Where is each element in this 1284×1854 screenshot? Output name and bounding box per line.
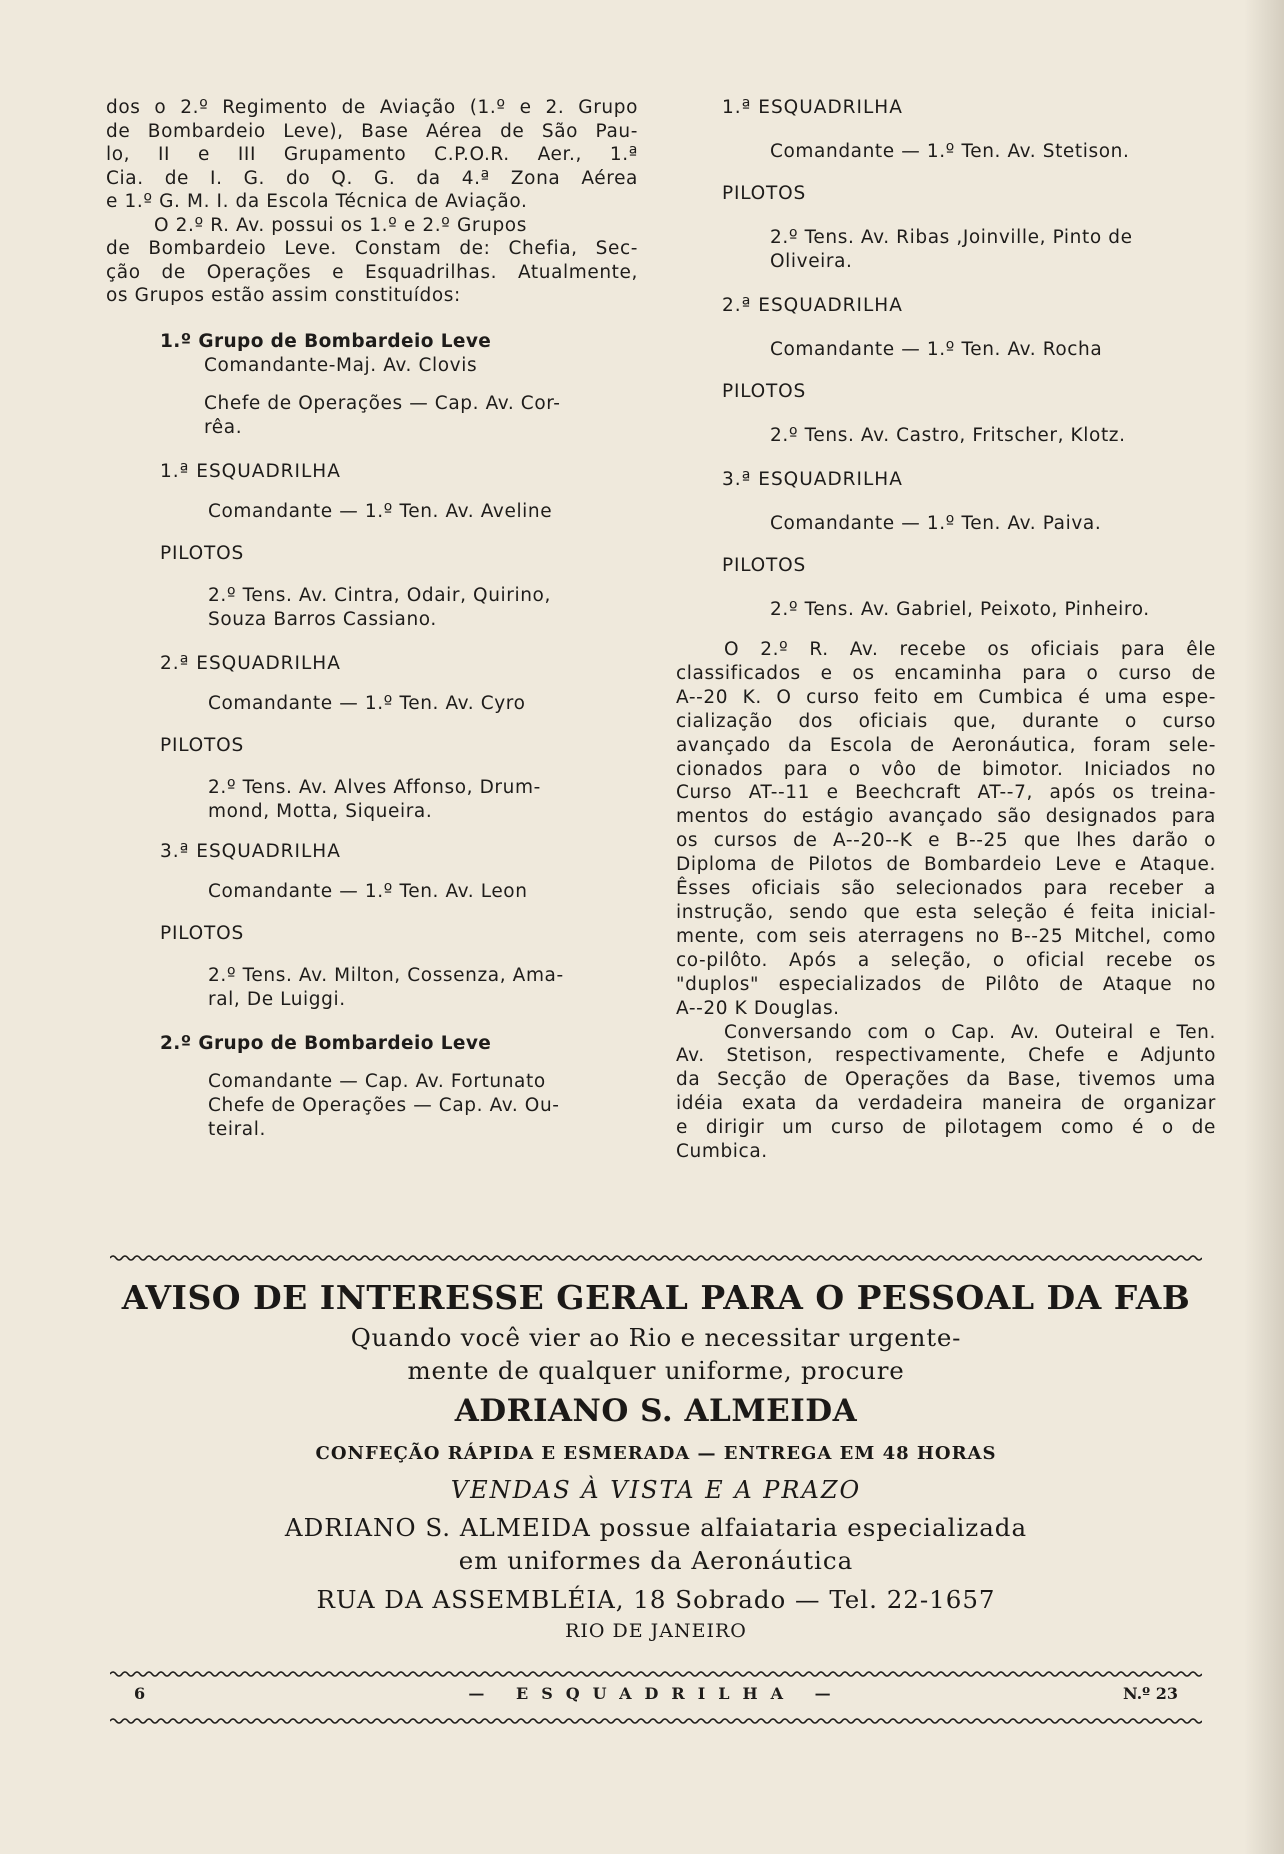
text-line: A--20 K Douglas. (676, 997, 840, 1019)
pilots-label: PILOTOS (722, 183, 807, 204)
text-line: e 1.º G. M. I. da Escola Técnica de Aviação. (106, 191, 528, 212)
squadron-commander: Comandante — 1.º Ten. Av. Paiva. (770, 513, 1102, 534)
squadron-2-block (160, 652, 638, 824)
text-line: co-pilôto. Após a seleção, o oficial recebe os (676, 949, 1216, 971)
text-line: cionados para o vôo de bimotor. Iniciados no (676, 758, 1216, 780)
squadron-commander: Comandante — 1.º Ten. Av. Leon (208, 880, 528, 902)
right-column (676, 96, 1216, 1164)
text-line: avançado da Escola de Aeronáutica, foram sele- (676, 734, 1216, 756)
pilots-list (208, 584, 638, 632)
text-line: Chefe de Operações — Cap. Av. Ou- (208, 1094, 560, 1116)
text-line: 2.º Tens. Av. Castro, Fritscher, Klotz. (770, 425, 1126, 446)
text-line: Souza Barros Cassiano. (208, 608, 437, 630)
text-line: lo, II e III Grupamento C.P.O.R. Aer., 1.ª (106, 144, 638, 165)
wavy-rule-footer-top (110, 1669, 1202, 1679)
text-line: Cia. de I. G. do Q. G. da 4.ª Zona Aérea (106, 167, 638, 189)
notice-line: mente de qualquer uniforme, procure (407, 1356, 905, 1385)
issue-number: N.º 23 (1122, 1684, 1178, 1703)
pilots-label: PILOTOS (722, 555, 807, 576)
sales-terms: VENDAS À VISTA E A PRAZO (450, 1476, 862, 1504)
text-line: rêa. (204, 416, 243, 438)
text-line: Curso AT--11 e Beechcraft AT--7, após os treina- (676, 782, 1216, 804)
text-line: 2.º Tens. Av. Ribas ,Joinville, Pinto de (770, 227, 1133, 248)
squadron-title: 2.ª ESQUADRILHA (722, 295, 903, 316)
text-line: O 2.º R. Av. possui os 1.º e 2.º Grupos (154, 214, 527, 236)
text-line: Êsses oficiais são selecionados para receber a (676, 878, 1216, 900)
pilots-list (770, 226, 1216, 274)
services-line: CONFEÇÃO RÁPIDA E ESMERADA — ENTREGA EM 48 HORAS (315, 1443, 997, 1464)
text-line: 2.º Tens. Av. Cintra, Odair, Quirino, (208, 584, 551, 606)
text-line: os cursos de A--20--K e B--25 que lhes darão o (676, 830, 1216, 852)
squadron-title: 2.ª ESQUADRILHA (160, 652, 341, 674)
text-line: os Grupos estão assim constituídos: (106, 285, 461, 306)
text-line: 2.º Tens. Av. Alves Affonso, Drum- (208, 776, 541, 798)
text-line: e dirigir um curso de pilotagem como é o de (676, 1117, 1216, 1139)
text-line: Comandante — Cap. Av. Fortunato (208, 1070, 546, 1092)
squadron-commander: Comandante — 1.º Ten. Av. Aveline (208, 500, 553, 522)
text-line: Cumbica. (676, 1141, 768, 1163)
text-line: idéia exata da verdadeira maneira de organizar (676, 1093, 1216, 1115)
text-line: mentos do estágio avançado são designados para (676, 806, 1216, 828)
notice-body: em uniformes da Aeronáutica (458, 1546, 854, 1575)
group-2-heading: 2.º Grupo de Bombardeio Leve (160, 1032, 492, 1054)
city-line: RIO DE JANEIRO (565, 1620, 747, 1642)
squadron-commander: Comandante — 1.º Ten. Av. Cyro (208, 692, 526, 714)
notice-title: AVISO DE INTERESSE GERAL PARA O PESSOAL DA FAB (121, 1278, 1191, 1317)
squadron-1-block (160, 460, 638, 632)
text-line: cialização dos oficiais que, durante o curso (676, 710, 1216, 732)
page-edge-shadow (1244, 0, 1284, 1854)
text-line: teiral. (208, 1118, 266, 1140)
text-line: classificados e os encaminha para o curso de (676, 662, 1216, 684)
pilots-label: PILOTOS (160, 542, 245, 564)
squadron-title: 1.ª ESQUADRILHA (160, 460, 341, 482)
tailor-name: ADRIANO S. ALMEIDA (454, 1393, 858, 1429)
group-2-details (208, 1070, 638, 1142)
magazine-name: — ESQUADRILHA — (468, 1684, 844, 1703)
text-line: Oliveira. (770, 251, 853, 272)
address-line: RUA DA ASSEMBLÉIA, 18 Sobrado — Tel. 22-1657 (316, 1585, 996, 1614)
squadron-title: 1.ª ESQUADRILHA (722, 97, 903, 118)
text-line: instrução, sendo que esta seleção é feita inicial- (676, 901, 1216, 923)
groups-paragraph (106, 214, 638, 308)
text-line: mente, com seis aterragens no B--25 Mitchel, como (676, 925, 1216, 947)
pilots-list (770, 598, 1216, 622)
conversation-paragraph (676, 1021, 1216, 1164)
advertisement (106, 1275, 1206, 1646)
squadron-commander: Comandante — 1.º Ten. Av. Stetison. (770, 141, 1130, 162)
pilots-list (208, 964, 638, 1012)
text-line: da Secção de Operações da Base, tivemos uma (676, 1069, 1216, 1091)
r-squadron-2-block (722, 294, 1216, 448)
text-line: mond, Motta, Siqueira. (208, 800, 433, 822)
group-1-ops-chief (204, 392, 638, 440)
text-line: Conversando com o Cap. Av. Outeiral e Ten. (724, 1021, 1216, 1043)
text-line: A--20 K. O curso feito em Cumbica é uma espe- (676, 686, 1216, 708)
text-line: 2.º Tens. Av. Milton, Cossenza, Ama- (208, 964, 564, 986)
notice-line: Quando você vier ao Rio e necessitar urgente- (350, 1323, 962, 1352)
pilots-label: PILOTOS (160, 922, 245, 944)
squadron-commander: Comandante — 1.º Ten. Av. Rocha (770, 339, 1103, 360)
text-line: O 2.º R. Av. recebe os oficiais para êle (724, 639, 1216, 660)
group-1-heading: 1.º Grupo de Bombardeio Leve (160, 330, 492, 352)
wavy-rule-footer-bottom (110, 1716, 1202, 1726)
r-squadron-3-block (722, 468, 1216, 622)
text-line: Av. Stetison, respectivamente, Chefe e Adjunto (676, 1045, 1216, 1067)
notice-body: ADRIANO S. ALMEIDA possue alfaiataria especializada (284, 1513, 1028, 1542)
squadron-title: 3.ª ESQUADRILHA (160, 840, 341, 862)
pilots-label: PILOTOS (160, 734, 245, 756)
page-footer (110, 1680, 1202, 1710)
text-line: 2.º Tens. Av. Gabriel, Peixoto, Pinheiro. (770, 599, 1150, 620)
wavy-rule-top (110, 1253, 1202, 1263)
text-line: Chefe de Operações — Cap. Av. Cor- (204, 392, 561, 414)
pilots-list (208, 776, 638, 824)
intro-paragraph (106, 96, 638, 214)
text-line: "duplos" especializados de Pilôto de Ataque no (676, 973, 1216, 995)
training-paragraph (676, 638, 1216, 1021)
pilots-list (770, 424, 1216, 448)
left-column (106, 96, 638, 1142)
text-line: Diploma de Pilotos de Bombardeio Leve e Ataque. (676, 854, 1216, 876)
text-line: de Bombardeio Leve), Base Aérea de São Pau- (106, 120, 638, 142)
text-line: dos o 2.º Regimento de Aviação (1.º e 2. Grupo (106, 97, 638, 118)
text-line: ção de Operações e Esquadrilhas. Atualmente, (106, 261, 638, 283)
group-1-commander: Comandante-Maj. Av. Clovis (204, 354, 478, 376)
pilots-label: PILOTOS (722, 381, 807, 402)
squadron-3-block (160, 840, 638, 1012)
r-squadron-1-block (722, 96, 1216, 274)
squadron-title: 3.ª ESQUADRILHA (722, 469, 903, 490)
page-number: 6 (134, 1684, 146, 1703)
text-line: ral, De Luiggi. (208, 988, 346, 1010)
text-line: de Bombardeio Leve. Constam de: Chefia, Sec- (106, 238, 638, 259)
